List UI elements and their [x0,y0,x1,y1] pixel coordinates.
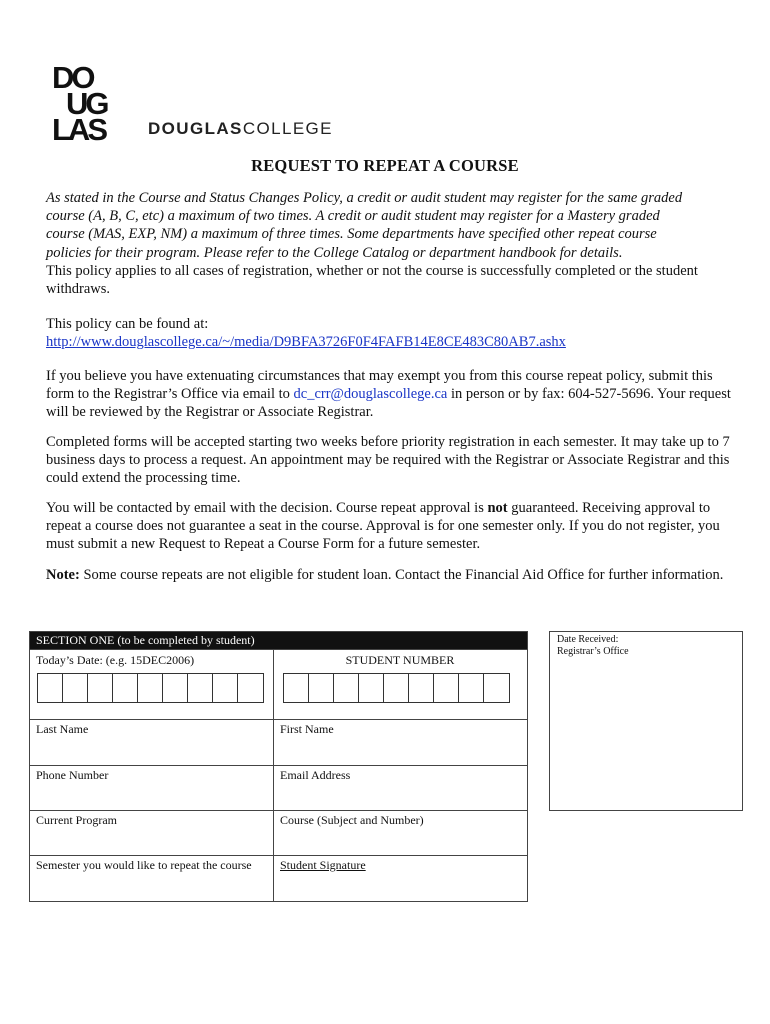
student-number-char-box[interactable] [309,674,334,702]
wordmark-bold: DOUGLAS [148,119,243,138]
note-section [46,566,736,584]
contact-text-1: You will be contacted by email with the decision. Course repeat approval is [46,500,488,516]
contact-section [46,499,736,554]
date-char-box[interactable] [113,674,138,702]
todays-date-label: Today’s Date: (e.g. 15DEC2006) [36,653,195,667]
extenuating-text-2: in person or by fax: 604-527-5696. Your request will be reviewed by the Registrar or Associate Registrar. [46,386,731,421]
first-name-field[interactable]: First Name [280,722,334,736]
student-number-char-box[interactable] [384,674,409,702]
processing-text: Completed forms will be accepted starting two weeks before priority registration in each semester. It may take up to 7 business days to process a request. An appointment may be required with the Registrar or Associate Registrar and this could extend the processing time. [46,434,730,487]
registrar-email-link[interactable]: dc_crr@douglascollege.ca [293,386,448,403]
phone-number-field[interactable]: Phone Number [36,768,109,782]
policy-italic-text: As stated in the Course and Status Changes Policy, a credit or audit student may register for the same graded course (A, B, C, etc) a maximum of two times. A credit or audit student may register for a Mastery graded course (MAS, EXP, NM) a maximum of three times. Some departments have specified other repeat course policies for their program. Please refer to the College Catalog or department handbook for details. [46,190,683,261]
intro-section [46,189,736,298]
student-number-char-box[interactable] [434,674,459,702]
policy-url-link[interactable]: http://www.douglascollege.ca/~/media/D9BFA3726F0F4FAFB14E8CE483C80AB7.ashx [46,334,566,351]
douglas-college-wordmark [148,119,333,139]
student-number-char-box[interactable] [484,674,509,702]
policy-found-at: This policy can be found at: [46,316,209,332]
wordmark-light: COLLEGE [242,119,333,138]
date-char-box[interactable] [63,674,88,702]
email-address-field[interactable]: Email Address [280,768,351,782]
student-signature-field[interactable]: Student Signature [280,858,366,872]
extenuating-text-1: If you believe you have extenuating circumstances that may exempt you from this course repeat policy, submit this form to the Registrar’s Office via email to [46,368,713,403]
student-number-char-box[interactable] [284,674,309,702]
section-one-header: SECTION ONE (to be completed by student) [30,632,527,649]
date-char-box[interactable] [88,674,113,702]
registrars-office-label: Registrar’s Office [557,646,629,657]
douglas-college-logo-mark [52,62,132,142]
student-number-char-box[interactable] [409,674,434,702]
student-number-char-box[interactable] [359,674,384,702]
date-char-box[interactable] [238,674,263,702]
date-char-box[interactable] [188,674,213,702]
page-title: REQUEST TO REPEAT A COURSE [251,156,519,175]
student-number-boxes[interactable] [283,673,510,703]
logo-letters-row-2: UG [66,86,107,121]
date-char-box[interactable] [38,674,63,702]
section-one-form [29,631,528,902]
note-text: Some course repeats are not eligible for student loan. Contact the Financial Aid Office for further information. [79,567,724,583]
extenuating-section [46,367,736,422]
policy-plain-text: This policy applies to all cases of registration, whether or not the course is successfully completed or the student withdraws. [46,262,698,298]
logo-letters-row-3: LAS [52,112,105,142]
date-char-box[interactable] [138,674,163,702]
contact-not-bold: not [487,500,508,516]
registrar-office-box [549,631,743,811]
course-field[interactable]: Course (Subject and Number) [280,813,424,827]
student-number-char-box[interactable] [459,674,484,702]
date-char-box[interactable] [213,674,238,702]
current-program-field[interactable]: Current Program [36,813,117,827]
date-received-label: Date Received: [557,634,619,645]
last-name-field[interactable]: Last Name [36,722,89,736]
processing-section [46,433,736,488]
contact-text-2: guaranteed. Receiving approval to repeat a course does not guarantee a seat in the course. Approval is for one semester only. If you do not register, you must submit a new Request to Repeat a Course Form for a future semester. [46,500,720,553]
policy-link-section [46,315,736,351]
date-char-box[interactable] [163,674,188,702]
student-number-char-box[interactable] [334,674,359,702]
semester-field[interactable]: Semester you would like to repeat the course [36,858,252,872]
logo-letters-row-1: DO [52,62,93,95]
student-number-label: STUDENT NUMBER [345,653,455,667]
note-label: Note: [46,567,80,583]
todays-date-boxes[interactable] [37,673,264,703]
